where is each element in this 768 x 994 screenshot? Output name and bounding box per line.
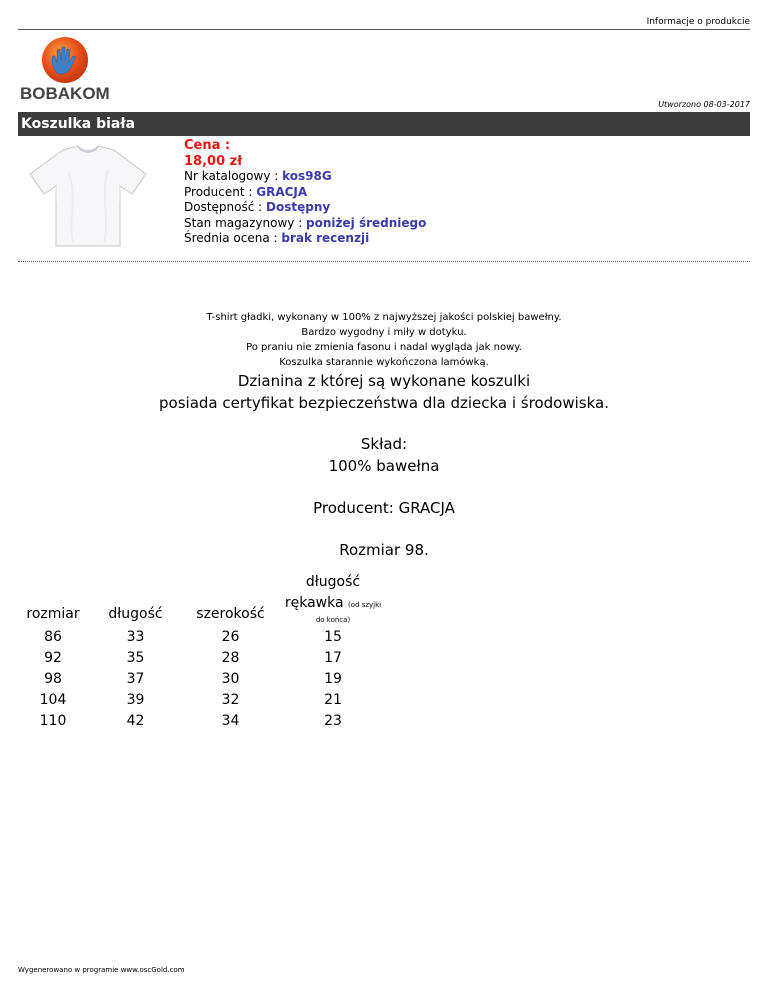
detail-value: kos98G bbox=[282, 169, 332, 183]
table-row bbox=[18, 669, 388, 690]
cell-dlugosc: 39 bbox=[126, 692, 145, 708]
size-text: Rozmiar 98. bbox=[339, 541, 429, 559]
header-rekaw-line1: długość bbox=[305, 574, 361, 590]
cell-rozmiar: 104 bbox=[39, 692, 67, 708]
product-name: Koszulka biała bbox=[21, 116, 136, 132]
detail-availability bbox=[184, 200, 426, 216]
size-table-header bbox=[18, 572, 388, 627]
table-row bbox=[18, 690, 388, 711]
cell-szerokosc: 28 bbox=[221, 650, 240, 666]
certificate-text bbox=[0, 370, 768, 414]
detail-value: GRACJA bbox=[256, 184, 308, 199]
bobakom-logo bbox=[18, 36, 118, 104]
logo-text: BOBAKOM bbox=[20, 84, 110, 103]
header-rekaw-line2 bbox=[278, 593, 388, 616]
cell-szerokosc: 26 bbox=[221, 629, 240, 645]
certificate-line: posiada certyfikat bezpieczeństwa dla dziecka i środowiska. bbox=[159, 394, 609, 412]
table-row bbox=[18, 711, 388, 732]
cell-dlugosc: 33 bbox=[126, 629, 145, 645]
detail-label: Producent : bbox=[184, 184, 257, 199]
cell-rekaw: 15 bbox=[324, 629, 342, 645]
detail-stock bbox=[184, 216, 426, 232]
cell-rekaw: 21 bbox=[324, 692, 342, 708]
header-dlugosc: długość bbox=[108, 606, 163, 622]
header-szerokosc: szerokość bbox=[196, 606, 265, 622]
cell-dlugosc: 35 bbox=[126, 650, 145, 666]
cell-szerokosc: 34 bbox=[221, 713, 240, 729]
header-divider bbox=[18, 29, 750, 30]
detail-catalog-number bbox=[184, 169, 426, 185]
created-date: Utworzono 08-03-2017 bbox=[658, 100, 750, 109]
description-line: Po praniu nie zmienia fasonu i nadal wygląda jak nowy. bbox=[246, 342, 522, 353]
description-line: Koszulka starannie wykończona lamówką. bbox=[279, 357, 489, 368]
certificate-line: Dzianina z której są wykonane koszulki bbox=[237, 372, 531, 390]
document-header-title: Informacje o produkcie bbox=[646, 17, 750, 27]
product-details bbox=[184, 138, 426, 247]
composition-label: Skład: bbox=[360, 435, 408, 453]
product-title-bar bbox=[18, 112, 750, 136]
detail-label: Średnia ocena : bbox=[184, 231, 282, 245]
detail-label: Dostępność : bbox=[184, 200, 267, 214]
cell-rekaw: 19 bbox=[324, 671, 342, 687]
cell-rozmiar: 110 bbox=[39, 713, 67, 729]
price-label: Cena : bbox=[184, 138, 231, 153]
description-line: Bardzo wygodny i miły w dotyku. bbox=[301, 327, 467, 338]
detail-label: Nr katalogowy : bbox=[184, 169, 283, 183]
composition-value: 100% bawełna bbox=[328, 457, 440, 475]
composition bbox=[0, 433, 768, 477]
detail-rating bbox=[184, 231, 426, 247]
detail-producer bbox=[184, 185, 426, 201]
cell-szerokosc: 32 bbox=[221, 692, 240, 708]
detail-value: poniżej średniego bbox=[306, 215, 427, 230]
cell-rekaw: 23 bbox=[324, 713, 342, 729]
cell-rozmiar: 92 bbox=[44, 650, 62, 666]
table-row bbox=[18, 627, 388, 648]
cell-szerokosc: 30 bbox=[221, 671, 240, 687]
cell-rozmiar: 86 bbox=[44, 629, 62, 645]
producer-text: Producent: GRACJA bbox=[313, 499, 455, 517]
cell-dlugosc: 42 bbox=[126, 713, 145, 729]
table-row bbox=[18, 648, 388, 669]
size-table bbox=[18, 572, 388, 732]
cell-rekaw: 17 bbox=[324, 650, 342, 666]
detail-value: Dostępny bbox=[266, 200, 331, 214]
header-rekaw-note1: (od szyjki bbox=[348, 601, 382, 609]
description-line: T-shirt gładki, wykonany w 100% z najwyższej jakości polskiej bawełny. bbox=[206, 312, 562, 323]
product-image-tshirt bbox=[28, 142, 150, 252]
footer-generated-by: Wygenerowano w programie www.oscGold.com bbox=[18, 966, 185, 974]
header-rozmiar: rozmiar bbox=[26, 606, 80, 622]
detail-label: Stan magazynowy : bbox=[184, 215, 307, 230]
header-rekaw-word: rękawka bbox=[284, 595, 344, 611]
detail-value: brak recenzji bbox=[281, 231, 370, 245]
cell-rozmiar: 98 bbox=[44, 671, 62, 687]
cell-dlugosc: 37 bbox=[126, 671, 145, 687]
price-value: 18,00 zł bbox=[184, 153, 243, 169]
header-rekaw bbox=[278, 572, 388, 627]
header-rekaw-note2: do końca) bbox=[315, 616, 351, 624]
section-divider bbox=[18, 261, 750, 262]
description-block bbox=[0, 310, 768, 370]
